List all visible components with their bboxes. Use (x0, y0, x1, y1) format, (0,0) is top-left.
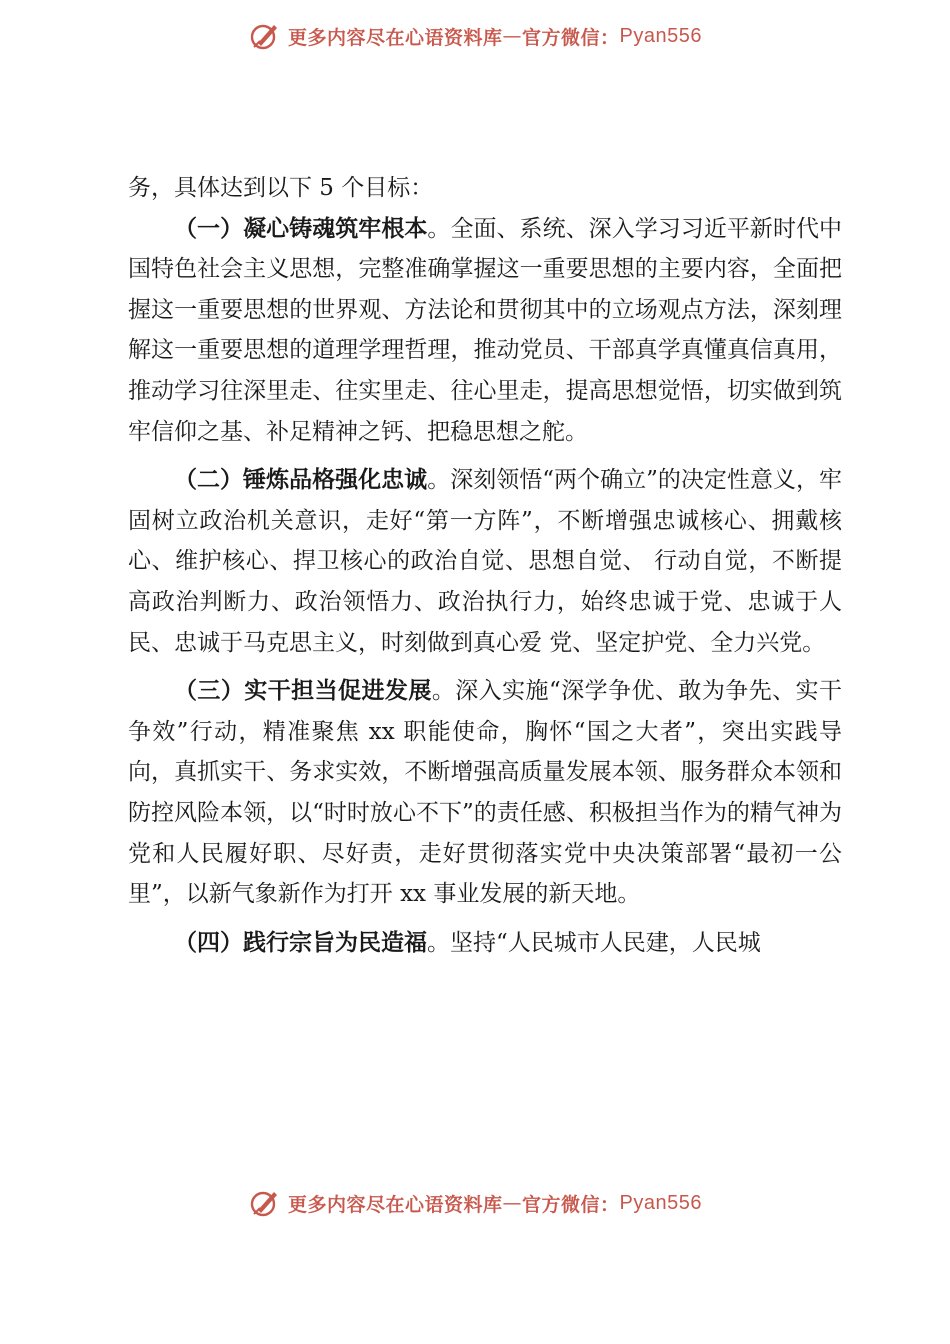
goal-heading-1: （一）凝心铸魂筑牢根本 (174, 215, 428, 242)
footer-watermark-banner (0, 1181, 950, 1225)
banner-wechat-label: 官方微信： (522, 26, 620, 49)
intro-paragraph: 务，具体达到以下 5 个目标： (128, 175, 434, 201)
goal-paragraph-1 (128, 209, 842, 453)
quill-logo-icon (248, 1186, 282, 1220)
document-body (128, 168, 842, 963)
banner-wechat-handle: Pyan556 (619, 1191, 702, 1214)
banner-brand-text: 更多内容尽在心语资料库 (288, 26, 503, 49)
goal-body-4: 。坚持“人民城市人民建，人民城 (427, 929, 761, 956)
header-watermark-banner (0, 14, 950, 58)
banner-separator: — (502, 25, 523, 47)
goal-heading-4: （四）践行宗旨为民造福 (174, 929, 427, 956)
banner-wechat-label: 官方微信： (522, 1193, 620, 1216)
quill-logo-icon (248, 19, 282, 53)
goal-heading-3: （三）实干担当促进发展 (174, 678, 432, 705)
goal-body-3: 。深入实施“深学争优、敢为争先、实干争效”行动，精准聚焦 xx 职能使命，胸怀“国之大者”，突出实践导向，真抓实干、务求实效，不断增强高质量发展本领、服务群众本领和防控风险本领，以“时时放心不下”的责任感、积极担当作为的精气神为党和人民履好职、尽好责，走好贯彻落实党中央决策部署“最初一公里”，以新气象新作为打开 xx 事业发展的新天地。 (128, 678, 842, 908)
banner-separator: — (502, 1192, 523, 1214)
goal-heading-2: （二）锤炼品格强化忠诚 (174, 467, 428, 494)
goal-paragraph-2 (128, 460, 842, 663)
banner-brand-text: 更多内容尽在心语资料库 (288, 1193, 503, 1216)
goal-paragraph-3 (128, 671, 842, 915)
banner-wechat-handle: Pyan556 (619, 24, 702, 47)
goal-body-1: 。全面、系统、深入学习习近平新时代中国特色社会主义思想，完整准确掌握这一重要思想的主要内容，全面把握这一重要思想的世界观、方法论和贯彻其中的立场观点方法，深刻理解这一重要思想的道理学理哲理，推动党员、干部真学真懂真信真用，推动学习往深里走、往实里走、往心里走，提高思想觉悟，切实做到筑牢信仰之基、补足精神之钙、把稳思想之舵。 (128, 215, 843, 445)
goal-paragraph-4 (128, 923, 842, 964)
goal-body-2: 。深刻领悟“两个确立”的决定性意义，牢固树立政治机关意识，走好“第一方阵”，不断增强忠诚核心、拥戴核心、维护核心、捍卫核心的政治自觉、思想自觉、 行动自觉，不断提高政治判断力、政治领悟力、政治执行力，始终忠诚于党、忠诚于人民、忠诚于马克思主义，时刻做到真心爱 党、坚定护党、全力兴党。 (128, 467, 842, 656)
